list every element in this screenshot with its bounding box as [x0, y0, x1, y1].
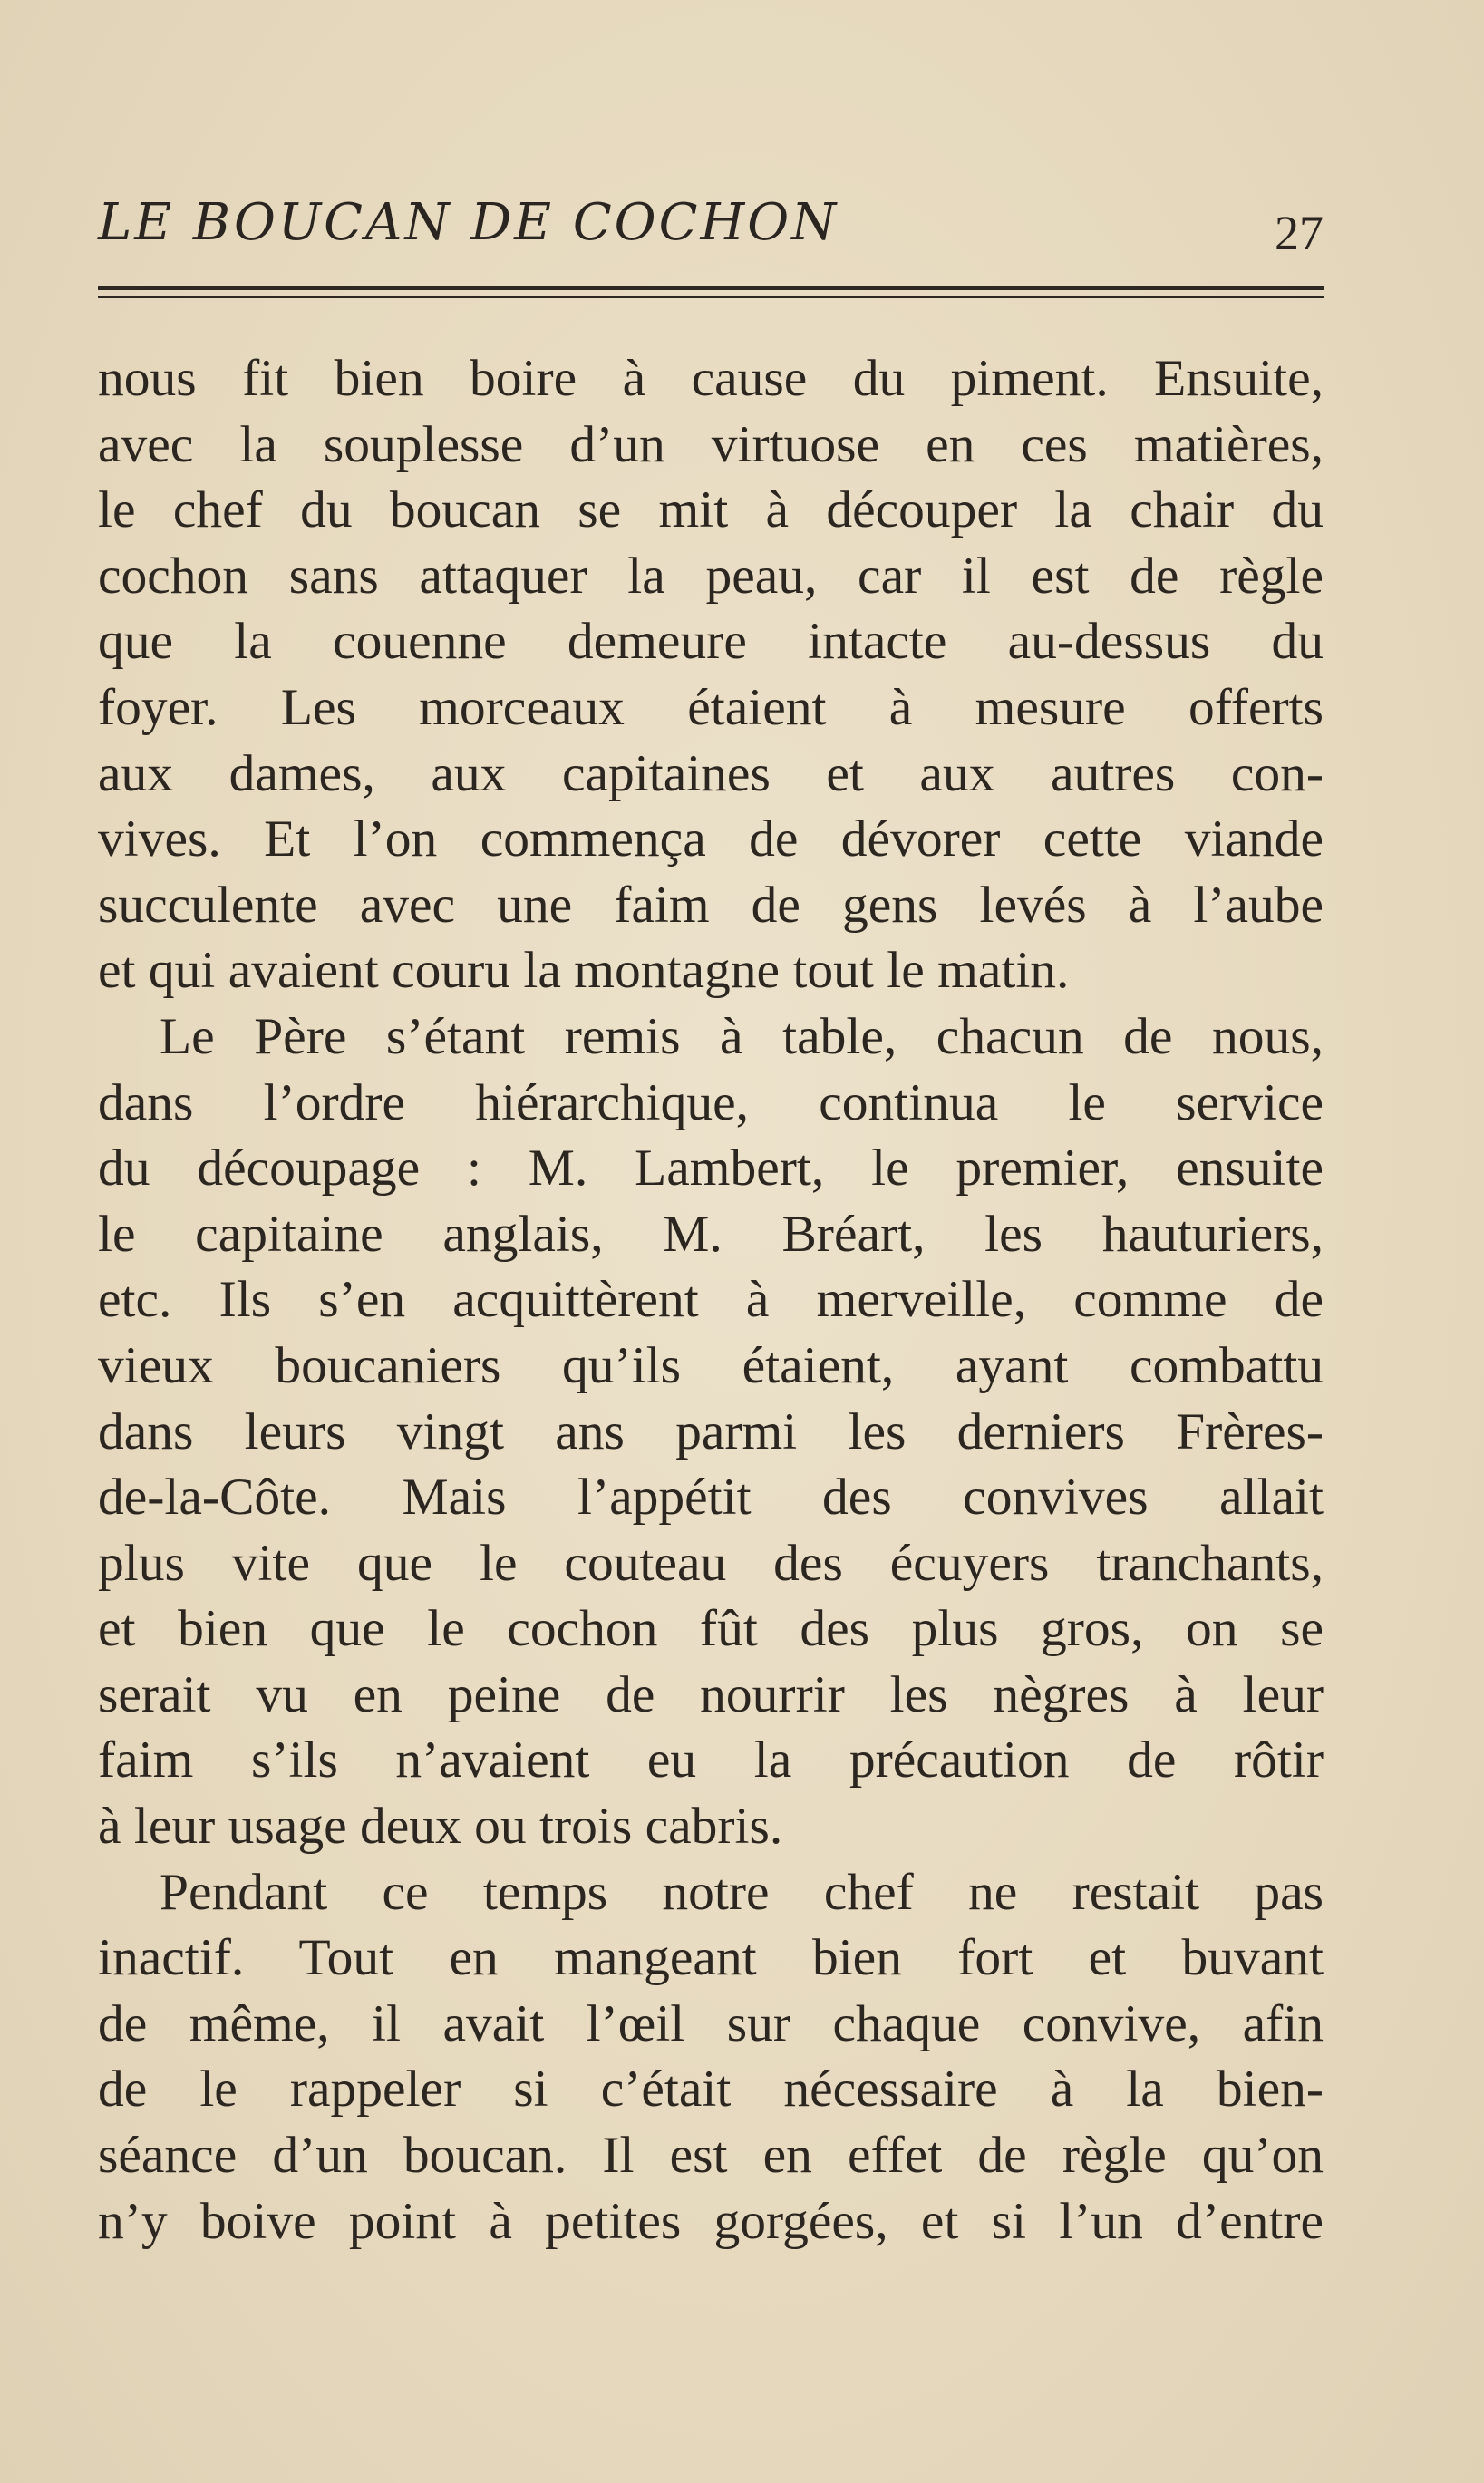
text-line: Pendant ce temps notre chef ne restait pas — [160, 1863, 1324, 1921]
page-header — [98, 193, 1324, 270]
text-line: de le rappeler si c’était nécessaire à la bien- — [98, 2061, 1324, 2119]
text-line: faim s’ils n’avaient eu la précaution de rôtir — [98, 1731, 1324, 1790]
text-line: que la couenne demeure intacte au-dessus du — [98, 613, 1324, 671]
text-line: du découpage : M. Lambert, le premier, ensuite — [98, 1140, 1324, 1198]
text-line: dans leurs vingt ans parmi les derniers Frères- — [98, 1402, 1324, 1460]
text-line: séance d’un boucan. Il est en effet de règle qu’on — [98, 2127, 1324, 2185]
text-line: aux dames, aux capitaines et aux autres con- — [98, 744, 1324, 802]
text-line: de-la-Côte. Mais l’appétit des convives allait — [98, 1469, 1324, 1527]
text-line: et qui avaient couru la montagne tout le matin. — [98, 942, 1070, 1000]
text-line: vieux boucaniers qu’ils étaient, ayant combattu — [98, 1336, 1324, 1394]
text-line: le capitaine anglais, M. Bréart, les hauturiers, — [98, 1205, 1324, 1263]
text-line: le chef du boucan se mit à découper la chair du — [98, 481, 1324, 539]
text-line: inactif. Tout en mangeant bien fort et buvant — [98, 1929, 1324, 1987]
text-line: et bien que le cochon fût des plus gros, on se — [98, 1600, 1324, 1658]
text-line: foyer. Les morceaux étaient à mesure offerts — [98, 678, 1324, 736]
text-line: plus vite que le couteau des écuyers tranchants, — [98, 1534, 1324, 1592]
running-title: LE BOUCAN DE COCHON — [98, 193, 839, 252]
header-rule-thin — [98, 296, 1324, 298]
text-line: avec la souplesse d’un virtuose en ces matières, — [98, 415, 1324, 473]
text-line: etc. Ils s’en acquittèrent à merveille, comme de — [98, 1271, 1324, 1329]
text-line: vives. Et l’on commença de dévorer cette viande — [98, 810, 1324, 868]
body-text — [98, 346, 1324, 2255]
text-line: Le Père s’étant remis à table, chacun de nous, — [160, 1007, 1324, 1065]
text-line: à leur usage deux ou trois cabris. — [98, 1798, 783, 1856]
text-line: succulente avec une faim de gens levés à l’aube — [98, 876, 1324, 934]
text-line: dans l’ordre hiérarchique, continua le service — [98, 1073, 1324, 1131]
text-line: serait vu en peine de nourrir les nègres à leur — [98, 1665, 1324, 1723]
header-rule-thick — [98, 286, 1324, 290]
text-line: n’y boive point à petites gorgées, et si l’un d’entre — [98, 2192, 1324, 2250]
text-line: nous fit bien boire à cause du piment. Ensuite, — [98, 350, 1324, 407]
text-line: cochon sans attaquer la peau, car il est de règle — [98, 547, 1324, 605]
text-line: de même, il avait l’œil sur chaque convive, afin — [98, 1994, 1324, 2052]
page-number: 27 — [1275, 206, 1324, 260]
